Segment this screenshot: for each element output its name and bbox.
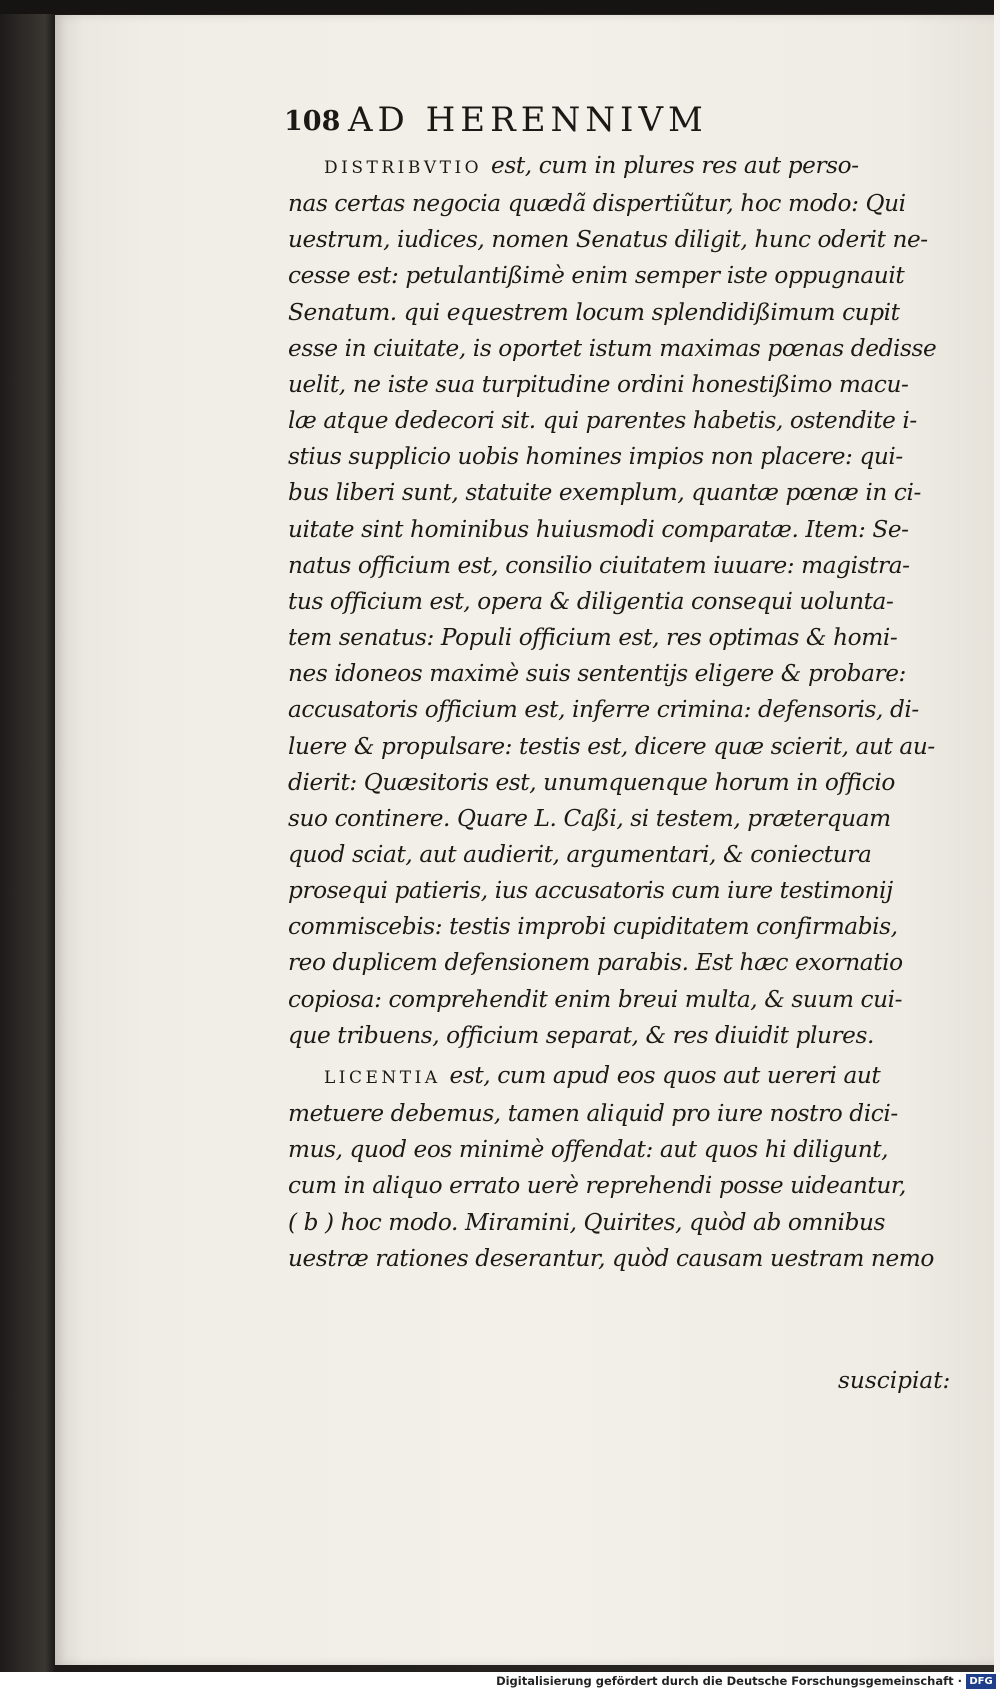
line-text: prosequi patieris, ius accusatoris cum iure testimonij — [288, 877, 893, 905]
text-line — [288, 1205, 948, 1241]
section-heading-word: DISTRIBVTIO — [324, 158, 492, 178]
line-text: natus officium est, consilio ciuitatem iuuare: magistra- — [288, 551, 910, 579]
body-text — [288, 148, 948, 1277]
line-text: uestrum, iudices, nomen Senatus diligit, hunc oderit ne- — [288, 226, 928, 254]
text-line — [288, 982, 948, 1018]
text-line — [288, 512, 948, 548]
text-line — [288, 584, 948, 620]
text-line — [288, 801, 948, 837]
folio-number: 108 — [284, 106, 341, 137]
line-text: reo duplicem defensionem parabis. Est hæc exornatio — [288, 949, 903, 977]
text-line — [288, 909, 948, 945]
dfg-logo-icon: DFG — [966, 1674, 996, 1689]
text-line — [288, 620, 948, 656]
footer-bar — [0, 1672, 1000, 1693]
text-line — [288, 548, 948, 584]
text-line — [288, 403, 948, 439]
line-text: nas certas negocia quædã dispertiũtur, hoc modo: Qui — [288, 190, 906, 218]
line-text: tem senatus: Populi officium est, res optimas & homi- — [288, 624, 898, 652]
right-scan-margin — [994, 0, 1000, 1693]
text-line — [288, 295, 948, 331]
text-line — [288, 186, 948, 222]
line-text: accusatoris officium est, inferre crimina: defensoris, di- — [288, 696, 919, 724]
text-line — [288, 1018, 948, 1054]
text-line — [288, 148, 948, 186]
text-line — [288, 945, 948, 981]
line-text: est, cum apud eos quos aut uereri aut — [449, 1061, 881, 1089]
line-text: cesse est: petulantißimè enim semper iste oppugnauit — [288, 262, 905, 290]
line-text: stius supplicio uobis homines impios non placere: qui- — [288, 443, 903, 471]
text-line — [288, 729, 948, 765]
text-line — [288, 475, 948, 511]
text-line — [288, 222, 948, 258]
line-text: luere & propulsare: testis est, dicere quæ scierit, aut au- — [288, 732, 935, 760]
line-text: copiosa: comprehendit enim breui multa, & suum cui- — [288, 985, 903, 1013]
text-line — [288, 258, 948, 294]
text-line — [288, 765, 948, 801]
line-text: metuere debemus, tamen aliquid pro iure nostro dici- — [288, 1100, 898, 1128]
text-line — [288, 873, 948, 909]
text-line — [288, 1132, 948, 1168]
line-text: suo continere. Quare L. Caßi, si testem, præterquam — [288, 804, 891, 832]
line-text: dierit: Quæsitoris est, unumquenque horum in officio — [288, 768, 895, 796]
line-text: que tribuens, officium separat, & res diuidit plures. — [288, 1021, 874, 1049]
line-text: Senatum. qui equestrem locum splendidißimum cupit — [288, 298, 900, 326]
line-text: quod sciat, aut audierit, argumentari, & coniectura — [288, 840, 872, 868]
line-text: læ atque dedecori sit. qui parentes habetis, ostendite i- — [288, 407, 917, 435]
line-text: est, cum in plures res aut perso- — [491, 152, 859, 179]
line-text: uitate sint hominibus huiusmodi comparatæ. Item: Se- — [288, 515, 909, 543]
line-text: esse in ciuitate, is oportet istum maximas pœnas dedisse — [288, 334, 937, 362]
line-text: tus officium est, opera & diligentia consequi uolunta- — [288, 587, 894, 615]
line-text: mus, quod eos minimè offendat: aut quos hi diligunt, — [288, 1136, 889, 1164]
text-line — [288, 692, 948, 728]
catchword: suscipiat: — [838, 1367, 951, 1394]
line-text: commiscebis: testis improbi cupiditatem confirmabis, — [288, 913, 898, 941]
text-line — [288, 656, 948, 692]
line-text: nes idoneos maximè suis sententijs eligere & probare: — [288, 660, 906, 688]
text-line — [288, 1168, 948, 1204]
text-line — [288, 439, 948, 475]
text-line — [288, 837, 948, 873]
line-text: ( b ) hoc modo. Miramini, Quirites, quòd ab omnibus — [288, 1208, 886, 1236]
running-head: AD HERENNIVM — [348, 100, 708, 140]
funding-credit: Digitalisierung gefördert durch die Deutsche Forschungsgemeinschaft · — [496, 1674, 962, 1688]
line-text: uestræ rationes deserantur, quòd causam uestram nemo — [288, 1244, 934, 1272]
line-text: cum in aliquo errato uerè reprehendi posse uideantur, — [288, 1172, 906, 1200]
text-line — [288, 367, 948, 403]
line-text: bus liberi sunt, statuite exemplum, quantæ pœnæ in ci- — [288, 479, 921, 507]
text-line — [288, 1096, 948, 1132]
text-line — [288, 1058, 948, 1096]
section-heading-word: LICENTIA — [324, 1067, 450, 1088]
page-header — [284, 100, 844, 148]
line-text: uelit, ne iste sua turpitudine ordini honestißimo macu- — [288, 370, 909, 398]
text-line — [288, 331, 948, 367]
text-line — [288, 1241, 948, 1277]
top-edge-shadow — [0, 0, 1000, 14]
